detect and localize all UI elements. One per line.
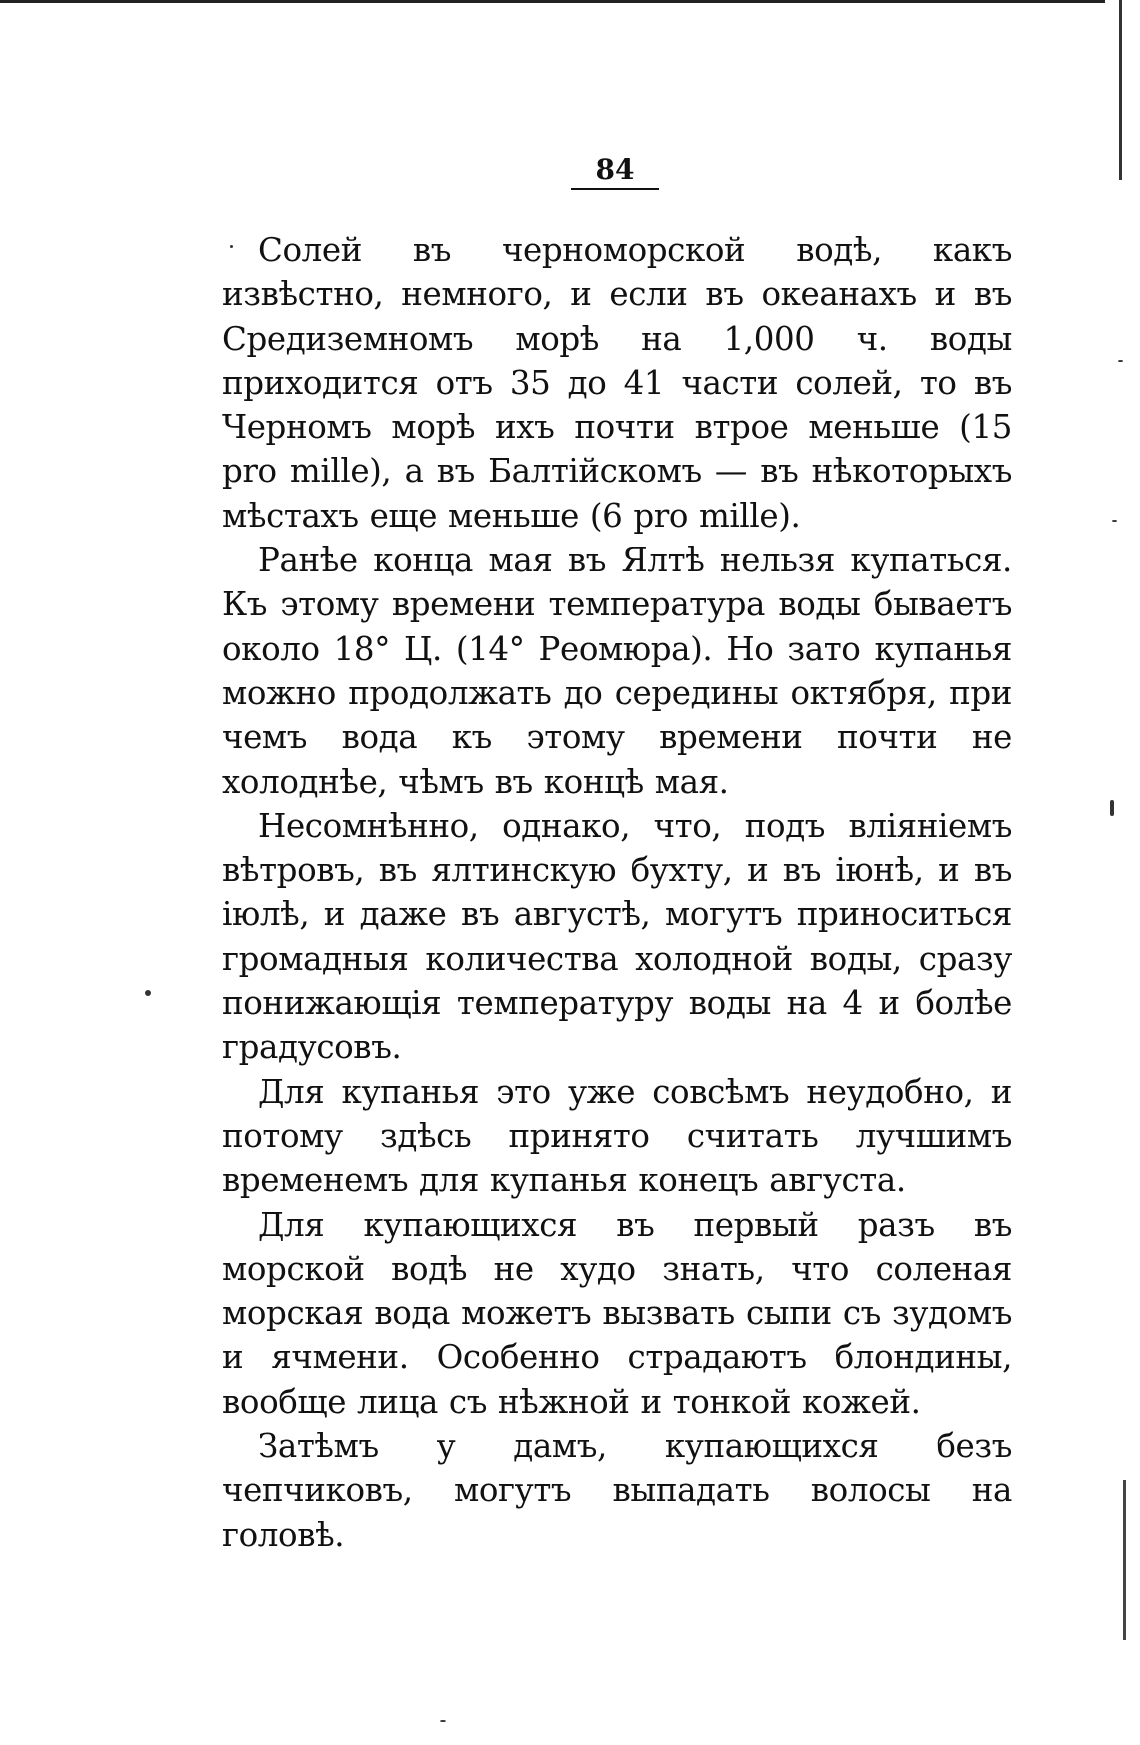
- page-number-underline: [571, 188, 659, 190]
- paragraph-bathing-season: Ранѣе конца мая въ Ялтѣ нельзя купаться. Къ этому времени температура воды бываетъ около 18° Ц. (14° Реомюра). Но зато купанья можно продолжать до середины октября, при чемъ вода къ этому времени почти не холоднѣе, чѣмъ въ концѣ мая.: [222, 541, 1012, 801]
- scan-speck: [1118, 360, 1123, 362]
- paragraph-first-bathers: Для купающихся въ первый разъ въ морской водѣ не худо знать, что соленая морская вода можетъ вызвать сыпи съ зудомъ и ячмени. Особенно страдаютъ блондины, вообще лица съ нѣжной и тонкой кожей.: [222, 1205, 1012, 1421]
- scan-speck: [440, 1720, 446, 1722]
- scan-speck: [230, 245, 233, 248]
- page-number-block: [570, 152, 660, 190]
- scan-right-edge: [1119, 0, 1122, 180]
- paragraph-best-time: Для купанья это уже совсѣмъ неудобно, и потому здѣсь принято считать лучшимъ временемъ для купанья конецъ августа.: [222, 1072, 1012, 1200]
- paragraph-salt-content: Солей въ черноморской водѣ, какъ извѣстно, немного, и если въ океанахъ и въ Средиземномъ морѣ на 1,000 ч. воды приходится отъ 35 до 41 части солей, то въ Черномъ морѣ ихъ почти втрое меньше (15 pro mille), а въ Балтійскомъ — въ нѣкоторыхъ мѣстахъ еще меньше (6 pro mille).: [222, 231, 1012, 535]
- scan-right-edge-lower: [1123, 1480, 1126, 1640]
- scan-speck: [1110, 800, 1114, 816]
- scan-speck: [1112, 520, 1117, 522]
- scan-speck: [145, 990, 151, 996]
- body-text: [222, 228, 1012, 1557]
- paragraph-hair-loss: Затѣмъ у дамъ, купающихся безъ чепчиковъ, могутъ выпадать волосы на головѣ.: [222, 1427, 1012, 1554]
- scan-top-border: [0, 0, 1105, 3]
- page-number: 84: [595, 153, 635, 186]
- paragraph-cold-water: Несомнѣнно, однако, что, подъ вліяніемъ вѣтровъ, въ ялтинскую бухту, и въ іюнѣ, и въ іюлѣ, и даже въ августѣ, могутъ приноситься громадныя количества холодной воды, сразу понижающія температуру воды на 4 и болѣе градусовъ.: [222, 806, 1012, 1067]
